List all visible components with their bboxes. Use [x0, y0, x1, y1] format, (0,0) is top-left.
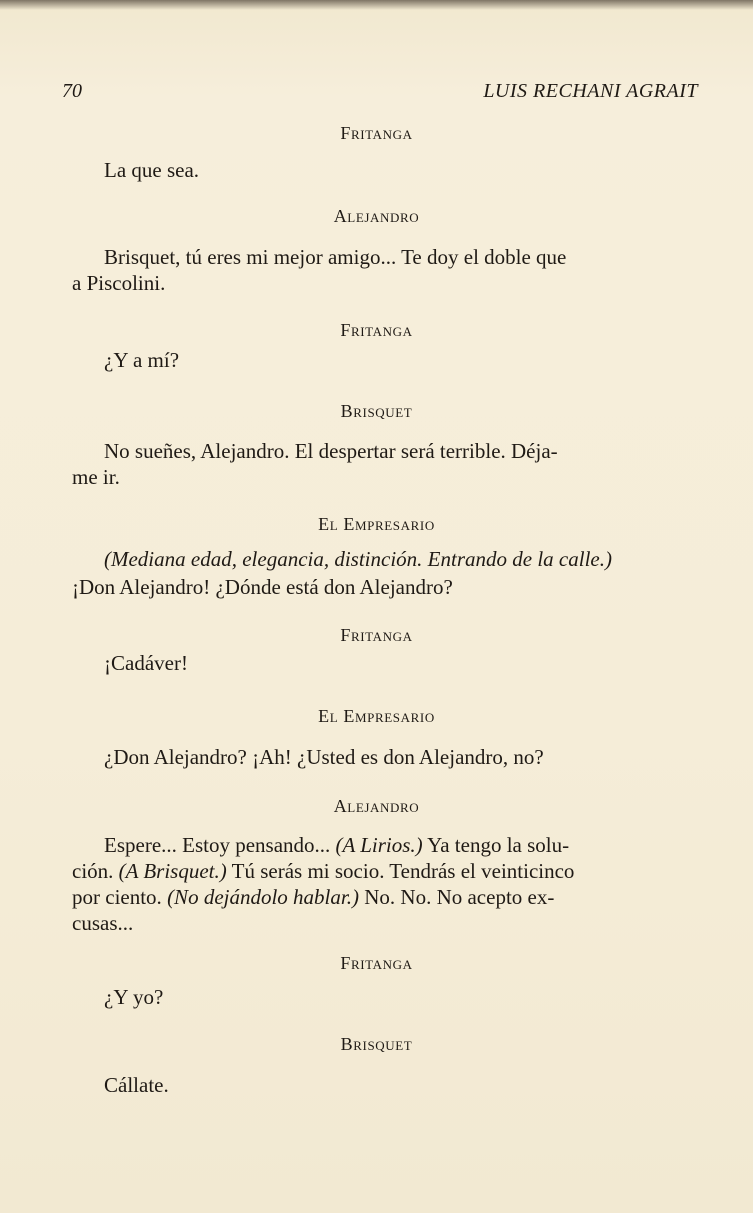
- dialogue-text: cusas...: [72, 911, 134, 935]
- speaker-name: El Empresario: [318, 514, 435, 534]
- page-number: 70: [62, 80, 82, 102]
- running-head: LUIS RECHANI AGRAIT: [483, 80, 698, 102]
- dialogue-line: ¿Y a mí?: [104, 348, 180, 372]
- dialogue-line: ¡Cadáver!: [104, 651, 188, 675]
- speaker-name: Fritanga: [340, 320, 413, 340]
- dialogue-line: La que sea.: [104, 158, 200, 182]
- dialogue-text: ción.: [72, 859, 119, 883]
- dialogue-line: Brisquet, tú eres mi mejor amigo... Te doy el doble que: [104, 245, 567, 269]
- dialogue-line: [72, 911, 702, 936]
- speaker-name: Brisquet: [340, 1034, 413, 1054]
- dialogue-text: Ya tengo la solu-: [422, 833, 570, 857]
- speaker-name: El Empresario: [318, 706, 435, 726]
- stage-direction: (A Brisquet.): [118, 859, 227, 883]
- dialogue-line: Cállate.: [104, 1073, 169, 1097]
- dialogue-text: por ciento.: [72, 885, 168, 909]
- dialogue-line: [104, 833, 734, 858]
- stage-direction: (A Lirios.): [335, 833, 423, 857]
- dialogue-line: a Piscolini.: [72, 271, 166, 295]
- dialogue-line: me ir.: [72, 465, 120, 489]
- dialogue-line: [72, 859, 702, 884]
- dialogue-line: ¿Y yo?: [104, 985, 164, 1009]
- scan-edge-shadow: [0, 0, 753, 10]
- dialogue-text: Tú serás mi socio. Tendrás el veinticinco: [226, 859, 575, 883]
- dialogue-text: Espere... Estoy pensando...: [104, 833, 336, 857]
- dialogue-line: ¿Don Alejandro? ¡Ah! ¿Usted es don Alejandro, no?: [104, 745, 544, 769]
- speaker-name: Fritanga: [340, 123, 413, 143]
- dialogue-line: ¡Don Alejandro! ¿Dónde está don Alejandro?: [72, 575, 453, 599]
- speaker-name: Fritanga: [340, 953, 413, 973]
- dialogue-line: [72, 885, 702, 910]
- stage-direction: (No dejándolo hablar.): [167, 885, 359, 909]
- dialogue-text: No. No. No acepto ex-: [358, 885, 555, 909]
- speaker-name: Alejandro: [333, 796, 420, 816]
- speaker-name: Fritanga: [340, 625, 413, 645]
- stage-direction: (Mediana edad, elegancia, distinción. Entrando de la calle.): [104, 547, 612, 571]
- page-header: [62, 80, 698, 104]
- dialogue-line: No sueñes, Alejandro. El despertar será terrible. Déja-: [104, 439, 558, 463]
- speaker-name: Brisquet: [340, 401, 413, 421]
- speaker-name: Alejandro: [333, 206, 420, 226]
